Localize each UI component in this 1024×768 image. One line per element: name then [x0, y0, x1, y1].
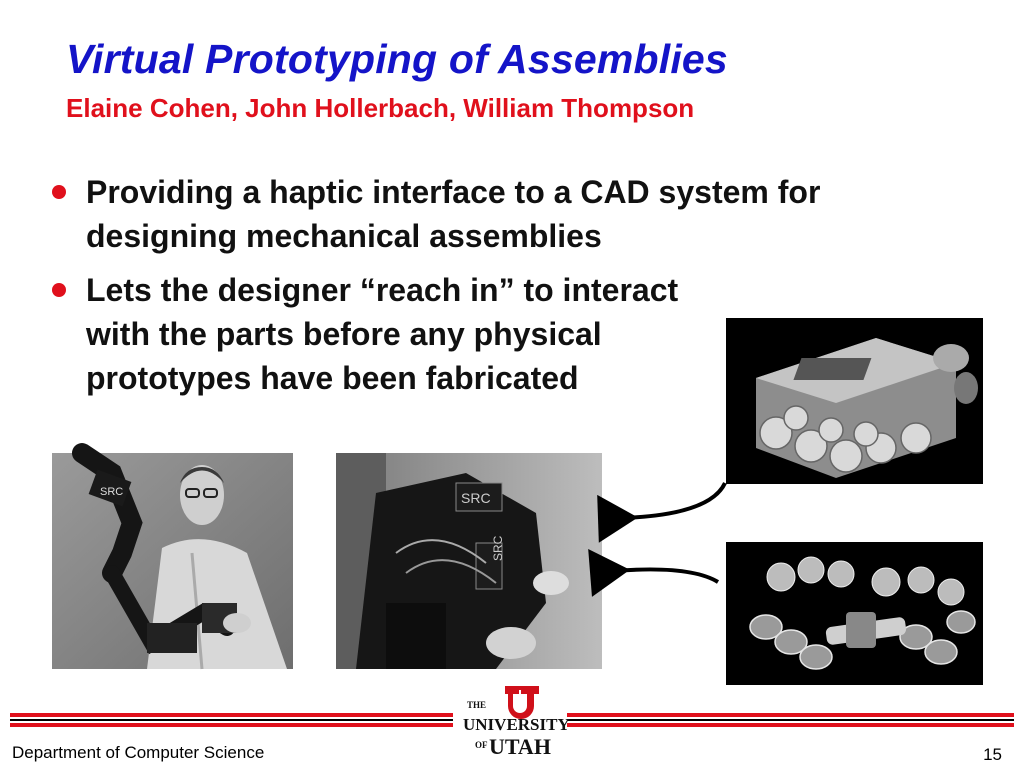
logo-the: THE — [467, 700, 487, 710]
gear-assembly-photo-illustration — [726, 318, 983, 484]
slide-title: Virtual Prototyping of Assemblies — [66, 36, 728, 82]
photo-virtual-cad-assembly — [726, 542, 983, 685]
photo-physical-gear-assembly — [726, 318, 983, 484]
logo-of: OF — [475, 740, 488, 750]
bullet-dot-icon — [52, 283, 66, 297]
arrow-to-device-closeup-2 — [614, 569, 718, 582]
university-of-utah-logo — [461, 686, 570, 760]
svg-text:SRC: SRC — [461, 490, 491, 506]
bullet-text: Lets the designer “reach in” to interact with the parts before any physical prototypes have been fabricated — [86, 272, 679, 396]
bullet-item — [52, 170, 952, 258]
logo-utah: UTAH — [489, 734, 551, 759]
cad-model-illustration — [726, 542, 983, 685]
haptic-device-closeup-illustration — [336, 453, 602, 669]
bullet-text: Providing a haptic interface to a CAD system for designing mechanical assemblies — [86, 174, 821, 254]
slide-subtitle-authors: Elaine Cohen, John Hollerbach, William Thompson — [66, 93, 695, 123]
photo-haptic-device-closeup — [336, 453, 602, 669]
page-number: 15 — [983, 745, 1002, 764]
haptic-operator-photo-illustration — [52, 453, 293, 669]
arrow-to-device-closeup — [622, 483, 725, 518]
arrows-overlay — [600, 470, 740, 590]
svg-text:SRC: SRC — [100, 486, 124, 498]
bullet-item — [52, 268, 692, 400]
bullet-dot-icon — [52, 185, 66, 199]
svg-text:SRC: SRC — [491, 535, 505, 561]
footer-department: Department of Computer Science — [12, 743, 265, 762]
photo-man-with-haptic-device — [52, 453, 293, 669]
logo-university: UNIVERSITY — [463, 715, 570, 734]
